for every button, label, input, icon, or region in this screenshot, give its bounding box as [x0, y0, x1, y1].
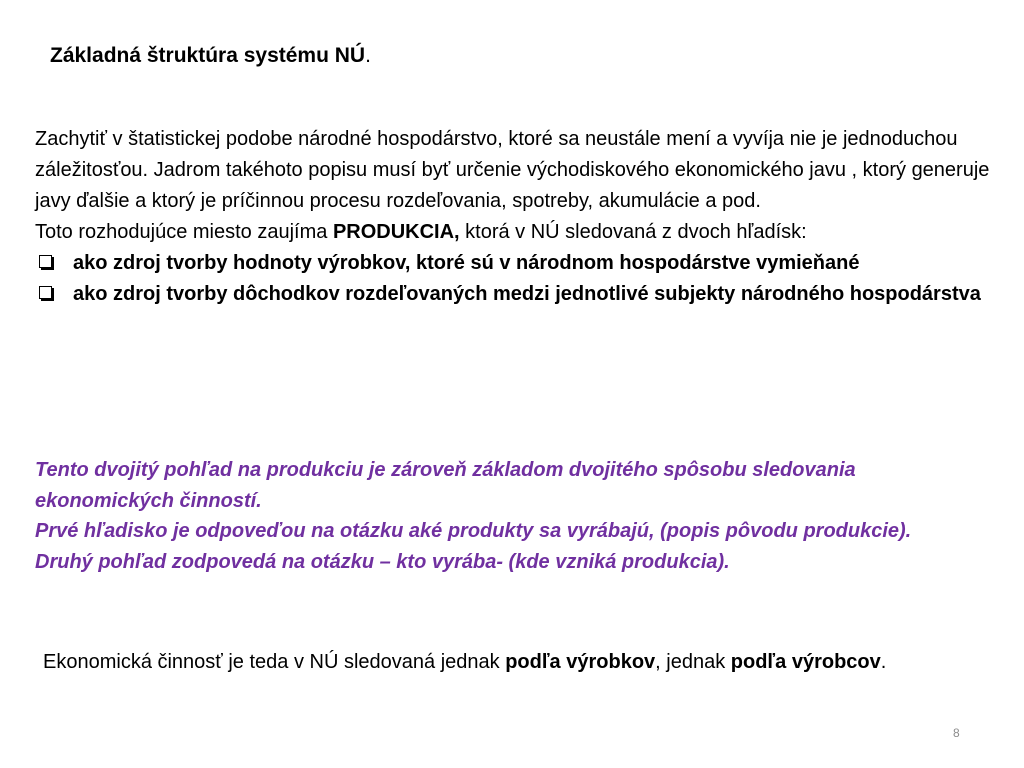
production-text-tail: ktorá v NÚ sledovaná z dvoch hľadísk:: [459, 221, 807, 243]
emphasis-line: Druhý pohľad zodpovedá na otázku – kto vyrába- (kde vzniká produkcia).: [35, 550, 730, 573]
production-keyword: PRODUKCIA,: [332, 221, 460, 243]
page-number: 8: [953, 726, 960, 740]
slide-title-period: .: [365, 44, 371, 67]
intro-paragraph: Zachytiť v štatistickej podobe národné hospodárstvo, ktoré sa neustále mení a vyvíja nie je jednoduchou záležitosťou. Jadrom takéhoto popisu musí byť určenie východiskového ekonomického javu , ktorý generuje javy ďalšie a ktorý je príčinnou procesu rozdeľovania, spotreby, akumulácie a pod.: [35, 128, 990, 212]
conclusion-keyword-products: podľa výrobkov: [505, 651, 656, 673]
conclusion-paragraph: [43, 647, 983, 677]
checkbox-bullet-icon: [39, 286, 52, 299]
conclusion-text-lead: Ekonomická činnosť je teda v NÚ sledovaná jednak: [43, 651, 506, 673]
intro-text-block: [35, 124, 995, 310]
emphasis-line: Tento dvojitý pohľad na produkciu je zároveň základom dvojitého spôsobu sledovania ekonomických činností.: [35, 459, 856, 512]
list-item: [35, 248, 995, 279]
list-item-text: ako zdroj tvorby hodnoty výrobkov, ktoré sú v národnom hospodárstve vymieňané: [73, 252, 860, 274]
conclusion-keyword-producers: podľa výrobcov: [730, 651, 881, 673]
emphasis-block: [35, 455, 995, 577]
viewpoint-list: [35, 248, 995, 310]
production-paragraph: [35, 217, 995, 248]
conclusion-text-middle: , jednak: [655, 651, 731, 673]
production-text-lead: Toto rozhodujúce miesto zaujíma: [35, 221, 333, 243]
slide-title: [50, 44, 371, 68]
checkbox-bullet-icon: [39, 255, 52, 268]
list-item: [35, 279, 995, 310]
slide-title-text: Základná štruktúra systému NÚ: [50, 44, 366, 67]
emphasis-line: Prvé hľadisko je odpoveďou na otázku aké produkty sa vyrábajú, (popis pôvodu produkcie).: [35, 520, 912, 542]
list-item-text: ako zdroj tvorby dôchodkov rozdeľovaných medzi jednotlivé subjekty národného hospodárstva: [73, 283, 981, 305]
conclusion-text-end: .: [880, 651, 887, 673]
